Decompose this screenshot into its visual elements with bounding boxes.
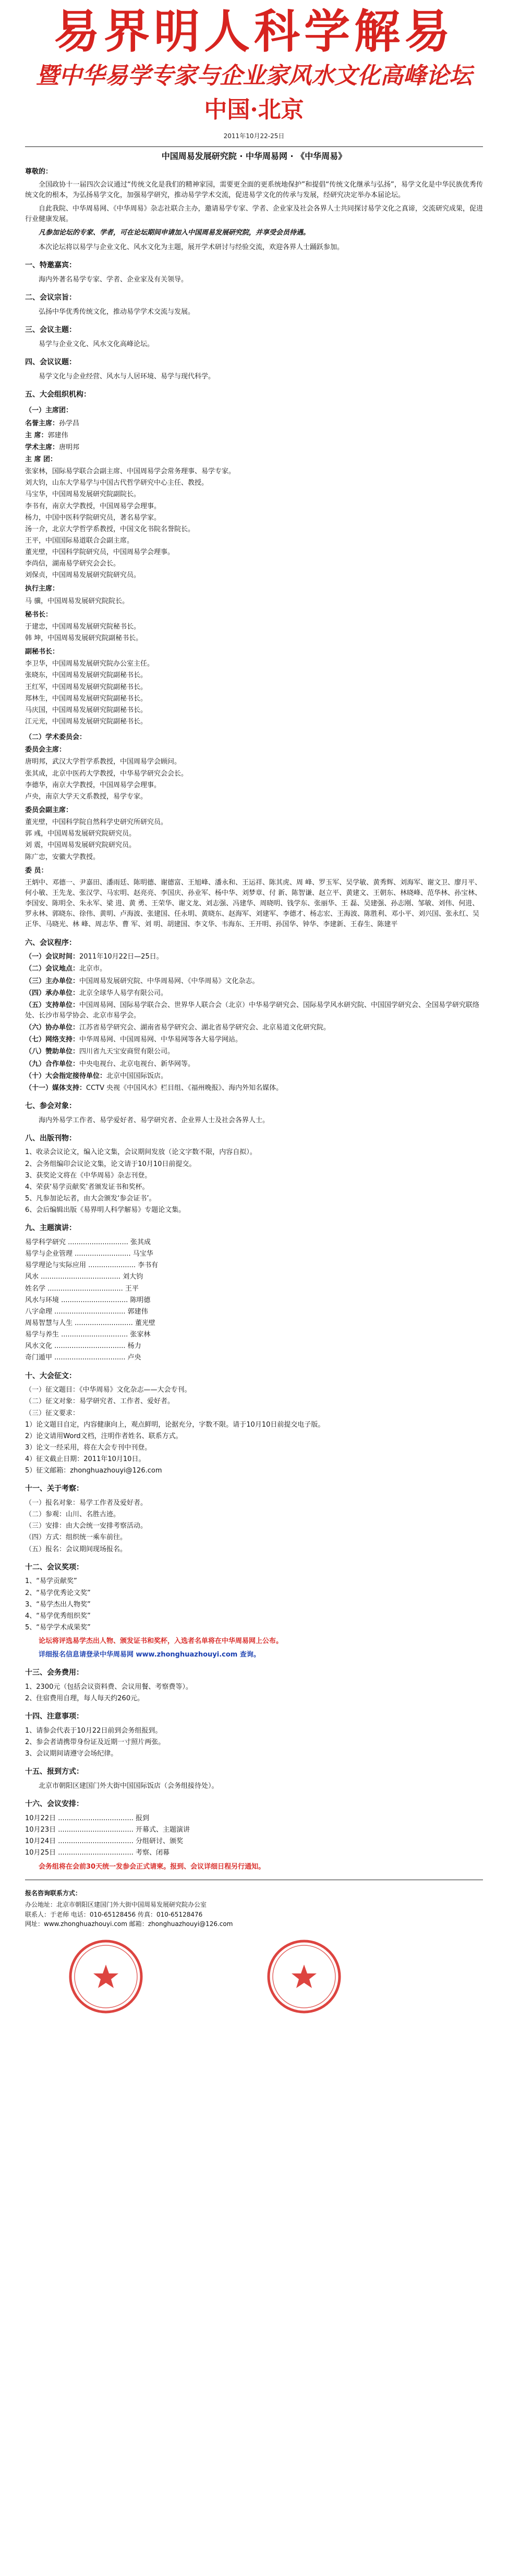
closing-note: 会务组将在会前30天统一发参会正式请柬。报到、会议详细日程另行通知。 [39,1862,265,1871]
section-theme-title: 三、会议主题： [25,326,76,335]
list-item: 易学与企业管理 .......................... 马宝华 [25,1250,153,1258]
intro-paragraph-3: 本次论坛将以易学与企业文化、风水文化为主题，展开学术研讨与经验交流，欢迎各界人士踊跃参加。 [39,243,344,252]
meeting-vip: （十）大会指定接待单位：北京中国国际饭店。 [25,1072,168,1080]
section-theme-text: 易学与企业文化、风水文化高峰论坛。 [39,340,154,348]
list-item: 马庆国，中国周易发展研究院副秘书长。 [25,706,148,714]
events-title: 十一、关于考察： [25,1485,83,1493]
section-topics-title: 四、会议议题： [25,358,76,366]
list-item: 1、请参会代表于10月22日前到会务组报到。 [25,1727,162,1735]
list-item: 张其成，北京中医药大学教授，中华易学研究会会长。 [25,769,188,778]
fees-title: 十三、会务费用： [25,1669,83,1677]
vice-secretary-label: 副秘书长： [25,648,59,656]
meeting-media: （七）网络支持：中华周易网、中国周易网、中华易网等各大易学网站。 [25,1036,243,1044]
list-item: （一）征文题目：《中华周易》文化杂志——大会专刊。 [25,1386,191,1394]
list-item: （三）安排：由大会统一安排考察活动。 [25,1522,148,1530]
list-item: 4、荣获‘易学贡献奖’者颁发证书和奖杯。 [25,1183,149,1191]
list-item: 1）论文题目自定，内容健康向上，观点鲜明，论据充分，字数不限。请于10月10日前提交电子版。 [25,1420,325,1429]
list-item: 张晓东，中国周易发展研究院副秘书长。 [25,671,148,680]
section-purpose-text: 弘扬中华优秀传统文化，推动易学学术交流与发展。 [39,308,195,316]
list-item: 易学理论与实际应用 ...................... 李书有 [25,1261,159,1270]
papers-list [25,1385,483,1476]
section-topics-text: 易学文化与企业经营、风水与人居环境、易学与现代科学。 [39,372,215,381]
meeting-title: 六、会议程序： [25,938,76,947]
list-item: 张家林，国际易学联合会副主席、中国周易学会常务理事、易学专家。 [25,468,236,476]
organizer-line: 中国周易发展研究院 · 中华周易网 · 《中华周易》 [161,151,347,161]
list-item: 3、会议期间请遵守会场纪律。 [25,1750,118,1758]
intro-paragraph-1: 全国政协十一届四次会议通过“传统文化是我们的精神家园，需要更全面的更系统地保护”和提倡“传统文化继承与弘扬”，易学文化是中华民族优秀传统文化的根本，为弘扬易学文化，加强易学研究，推动易学学术交流，促进易学文化的传承与发展，经研究决定举办本届论坛。 [25,180,483,199]
exec-chair-value: 马 骥，中国周易发展研究院院长。 [25,597,129,605]
list-item: 马宝华，中国周易发展研究院副院长。 [25,490,141,499]
list-item: 周易智慧与人生 ........................... 董光壁 [25,1319,155,1327]
vice-secretaries [25,659,483,727]
list-item: 1、收录会议论文，编入论文集，会议期间发放（论文字数不限，内容自拟）。 [25,1148,257,1157]
meeting-time: （一）会议时间：2011年10月22日—25日。 [25,953,163,961]
section-organization-title: 五、大会组织机构： [25,390,91,399]
list-item: 八字命理 ................................. 郭建伟 [25,1307,148,1316]
list-item: 汤一介，北京大学哲学系教授，中国文化书院名誉院长。 [25,525,195,533]
intro-paragraph-2: 自此我院、中华周易网、《中华周易》杂志社联合主办，邀请易学专家、学者、企业家及社会各界人士共同探讨易学文化之真谛，交流研究成果，促进行业健康发展。 [25,204,483,223]
section-purpose-title: 二、会议宗旨： [25,293,76,302]
academic-committee-chair-label: 委员会主席： [25,746,66,754]
meeting-support: （五）支持单位：中国周易网、国际易学联合会、世界华人联合会（北京）中华易学研究会、国际易学风水研究院、中国国学研究会、全国易学研究联络处、长沙市易学协会、北京市易学会。 [25,1001,480,1020]
list-item: 2、会务组编印会议论文集，论文请于10月10日前提交。 [25,1160,196,1168]
section-guests-text: 海内外著名易学专家、学者、企业家及有关领导。 [39,276,188,284]
meeting-tv: （十一）媒体支持：CCTV 央视《中国风水》栏目组、《福州晚报》、海内外知名媒体。 [25,1084,283,1092]
list-item: 江元光，中国周易发展研究院副秘书长。 [25,718,148,726]
list-item: 陈广忠，安徽大学教授。 [25,853,100,861]
list-item: 郭 彧，中国周易发展研究院研究员。 [25,830,136,838]
list-item: 4）征文截止日期：2011年10月10日。 [25,1455,146,1464]
academic-committee-vice-label: 委员会副主席： [25,806,73,815]
topics-list [25,1237,296,1364]
topics-title: 九、主题演讲： [25,1224,76,1233]
list-item: 10月22日 ................................... 报到 [25,1814,149,1822]
list-item: 2、“易学优秀论文奖” [25,1589,91,1597]
list-item: 6、会后编辑出版《易界明人科学解易》专题论文集。 [25,1206,186,1215]
list-item: （二）参观：山川、名胜古迹。 [25,1511,120,1519]
academic-chair-value: 唐明邦 [59,443,80,451]
list-item: 3、“易学杰出人物奖” [25,1600,91,1609]
banner [25,0,483,126]
secretaries [25,622,483,644]
list-item: 风水与环境 ............................... 陈明德 [25,1296,151,1304]
divider [25,146,483,147]
list-item: 风水文化 ................................. 杨力 [25,1342,141,1351]
list-item: 李卫华，中国周易发展研究院办公室主任。 [25,660,154,668]
list-item: 2、参会者请携带身份证及近期一寸照片两张。 [25,1738,165,1747]
events-list [25,1498,483,1555]
list-item: 于建忠，中国周易发展研究院秘书长。 [25,622,141,631]
list-item: 1、2300元（包括会议资料费、会议用餐、考察费等）。 [25,1683,192,1691]
output-list [25,1147,483,1216]
list-item: 10月23日 ................................... 开幕式、主题演讲 [25,1826,190,1834]
chair-label: 主 席： [25,431,48,439]
list-item: 3）论文一经采用，将在大会专刊中刊登。 [25,1443,152,1452]
academic-committee-title: （二）学术委员会： [25,733,87,742]
list-item: 董光壁，中国科学院研究员，中国周易学会理事。 [25,548,175,557]
seal-left-icon [67,1937,145,2016]
agenda-list [25,1813,296,1859]
secretary-label: 秘书长： [25,610,53,619]
list-item: 王平，中国国际易道联合会副主席。 [25,536,134,545]
list-item: 卢央，南京大学天文系教授，易学专家。 [25,792,148,801]
presidium-title: （一）主席团： [25,407,73,415]
list-item: 王红军，中国周易发展研究院副秘书长。 [25,683,148,691]
contact-title: 报名咨询联系方式： [25,1889,82,1897]
notes-title: 十四、注意事项： [25,1712,83,1721]
list-item: （二）征文对象：易学研究者、工作者、爱好者。 [25,1397,175,1406]
meeting-undertake: （四）承办单位：北京全球华人易学有限公司。 [25,989,168,997]
academic-chair-label: 学术主席： [25,443,59,451]
seal-right-icon [265,1937,343,2016]
contact-footer [25,1880,483,1929]
awards-title: 十二、会议奖项： [25,1563,83,1572]
contact-address: 办公地址：北京市朝阳区建国门外大街中国周易发展研究院办公室 [25,1901,207,1909]
list-item: 易学与养生 ............................... 张家林 [25,1331,151,1339]
list-item: 韩 坤，中国周易发展研究院副秘书长。 [25,634,143,643]
meeting-place: （二）会议地点：北京市。 [25,965,107,973]
list-item: 李书有，南京大学教授，中国周易学会理事。 [25,502,161,510]
list-item: 董光壁，中国科学院自然科学史研究所研究员。 [25,818,168,827]
agenda-title: 十六、会议安排： [25,1800,83,1809]
presidium-members [25,467,483,581]
banner-city: 中国·北京 [204,96,304,123]
list-item: 5、凡参加论坛者，由大会颁发‘参会证书’。 [25,1195,156,1203]
report-title: 十五、报到方式： [25,1768,83,1776]
academic-committee-vices [25,817,483,863]
list-item: 风水 ..................................... 刘大钧 [25,1273,143,1281]
list-item: 李德华，南京大学教授，中国周易学会理事。 [25,781,161,789]
list-item: 李尚信，湖南易学研究会会长。 [25,560,120,568]
list-item: 5）征文邮箱：zhonghuazhouyi@126.com [25,1467,162,1475]
chair-value: 郭建伟 [47,431,68,439]
notice-bold: 凡参加论坛的专家、学者，可在论坛期间申请加入中国周易发展研究院，并享受会员待遇。 [39,229,310,237]
banner-title: 易界明人科学解易 [53,4,454,58]
awards-blue-note: 详细报名信息请登录中华周易网 www.zhonghuazhouyi.com 查询。 [39,1651,260,1659]
event-date: 2011年10月22-25日 [223,132,285,140]
contact-site: 网址：www.zhonghuazhouyi.com 邮箱：zhonghuazhouyi@126.com [25,1920,233,1928]
salutation: 尊敬的： [25,168,53,176]
list-item: （三）征文要求： [25,1409,80,1417]
list-item: 刘保贞，中国周易发展研究院研究员。 [25,571,141,580]
seal-row [25,1937,483,2016]
list-item: 刘 震，中国周易发展研究院研究员。 [25,841,136,850]
output-title: 八、出版刊物： [25,1134,76,1143]
list-item: 2）论文请用Word文档，注明作者姓名、联系方式。 [25,1432,183,1440]
papers-title: 十、大会征文： [25,1371,76,1380]
list-item: （五）报名：会议期间现场报名。 [25,1545,127,1553]
honor-chair [25,419,483,429]
meeting-coop: （九）合作单位：中央电视台、北京电视台、新华网等。 [25,1060,195,1068]
list-item: （四）方式：组织统一乘车前往。 [25,1534,127,1542]
section-guests-title: 一、特邀嘉宾： [25,261,76,270]
banner-subtitle: 暨中华易学专家与企业家风水文化高峰论坛 [36,63,472,89]
awards-list [25,1576,483,1633]
list-item: 杨力，中国中医科学院研究员，著名易学家。 [25,513,161,522]
list-item: 奇门遁甲 ................................. 卢央 [25,1354,141,1362]
participants-title: 七、参会对象： [25,1101,76,1110]
presidium-members-label: 主 席 团： [25,455,57,463]
list-item: 姓名学 ................................... 王平 [25,1284,139,1293]
list-item: 10月25日 ................................... 考察、闭幕 [25,1849,170,1857]
contact-person: 联系人：于老师 电话：010-65128456 传真：010-65128476 [25,1910,203,1918]
list-item: 易学科学研究 ............................ 张其成 [25,1238,151,1246]
list-item: 10月24日 ................................... 分组研讨、颁奖 [25,1837,183,1846]
chair [25,431,483,441]
academic-committee-chairs [25,757,483,802]
meeting-host: （三）主办单位：中国周易发展研究院、中华周易网、《中华周易》文化杂志。 [25,977,259,985]
fees-list [25,1682,483,1704]
honor-chair-label: 名誉主席： [25,419,59,427]
list-item: （一）报名对象：易学工作者及爱好者。 [25,1499,148,1507]
academic-chair [25,443,483,453]
list-item: 刘大钧，山东大学易学与中国古代哲学研究中心主任、教授。 [25,479,209,487]
list-item: 4、“易学优秀组织奖” [25,1612,91,1620]
list-item: 郑林生，中国周易发展研究院副秘书长。 [25,694,148,703]
academic-committee-members: 王炳中、邓德一、尹嘉田、潘雨廷、陈明德、谢德富、王旭峰、潘永和、王运祥、陈其虎、周 峰、罗玉军、吴学敏、黄秀辉、刘海军、谢文卫、廖月平、何小敏、王先龙、张汉学、马宏明、赵亮亮、李国庆、孙业军、杨中华、刘梦章、付 新、陈智谦、赵立平、黄建文、王朝东、林晓峰、范华林、孙宝林、李国安、陈明全、朱永军、梁 进、黄 勇、王荣华、谢文龙、刘志强、冯建华、周晓明、钱学东、张丽华、王 磊、吴建强、孙志刚、邹敏、刘伟、何进、罗永林、郭晓东、徐伟、黄明、卢海波、张建国、任永明、黄晓东、赵海军、刘建军、李德才、杨志宏、王海波、陈胜利、邓小平、刘兴国、张永红、吴正华、马晓光、林 峰、周志华、曹 军、刘 明、胡建国、李文华、韦海东、王开明、孙国华、钟华、李建新、王春生、陈建平 [25,878,482,929]
list-item: 1、“易学贡献奖” [25,1577,77,1586]
participants-text: 海内外易学工作者、易学爱好者、易学研究者、企业界人士及社会各界人士。 [39,1116,270,1124]
list-item: 唐明邦，武汉大学哲学系教授，中国周易学会顾问。 [25,758,182,766]
awards-red-note: 论坛将评选易学杰出人物、颁发证书和奖杯，入选者名单将在中华周易网上公布。 [39,1637,283,1646]
meeting-co: （六）协办单位：江苏省易学研究会、湖南省易学研究会、湖北省易学研究会、北京易道文化研究院。 [25,1024,331,1032]
list-item: 2、住宿费用自理，每人每天约260元。 [25,1695,144,1703]
academic-committee-members-label: 委 员： [25,866,48,875]
report-text: 北京市朝阳区建国门外大街中国国际饭店（会务组接待处）。 [39,1782,219,1790]
list-item: 3、获奖论文将在《中华周易》杂志刊登。 [25,1171,152,1180]
honor-chair-value: 孙学昌 [59,419,80,427]
meeting-sponsor: （八）赞助单位：四川省九天宝安商贸有限公司。 [25,1048,175,1056]
list-item: 5、“易学学术成果奖” [25,1623,91,1632]
exec-chair-label: 执行主席： [25,585,59,593]
notes-list [25,1726,483,1759]
